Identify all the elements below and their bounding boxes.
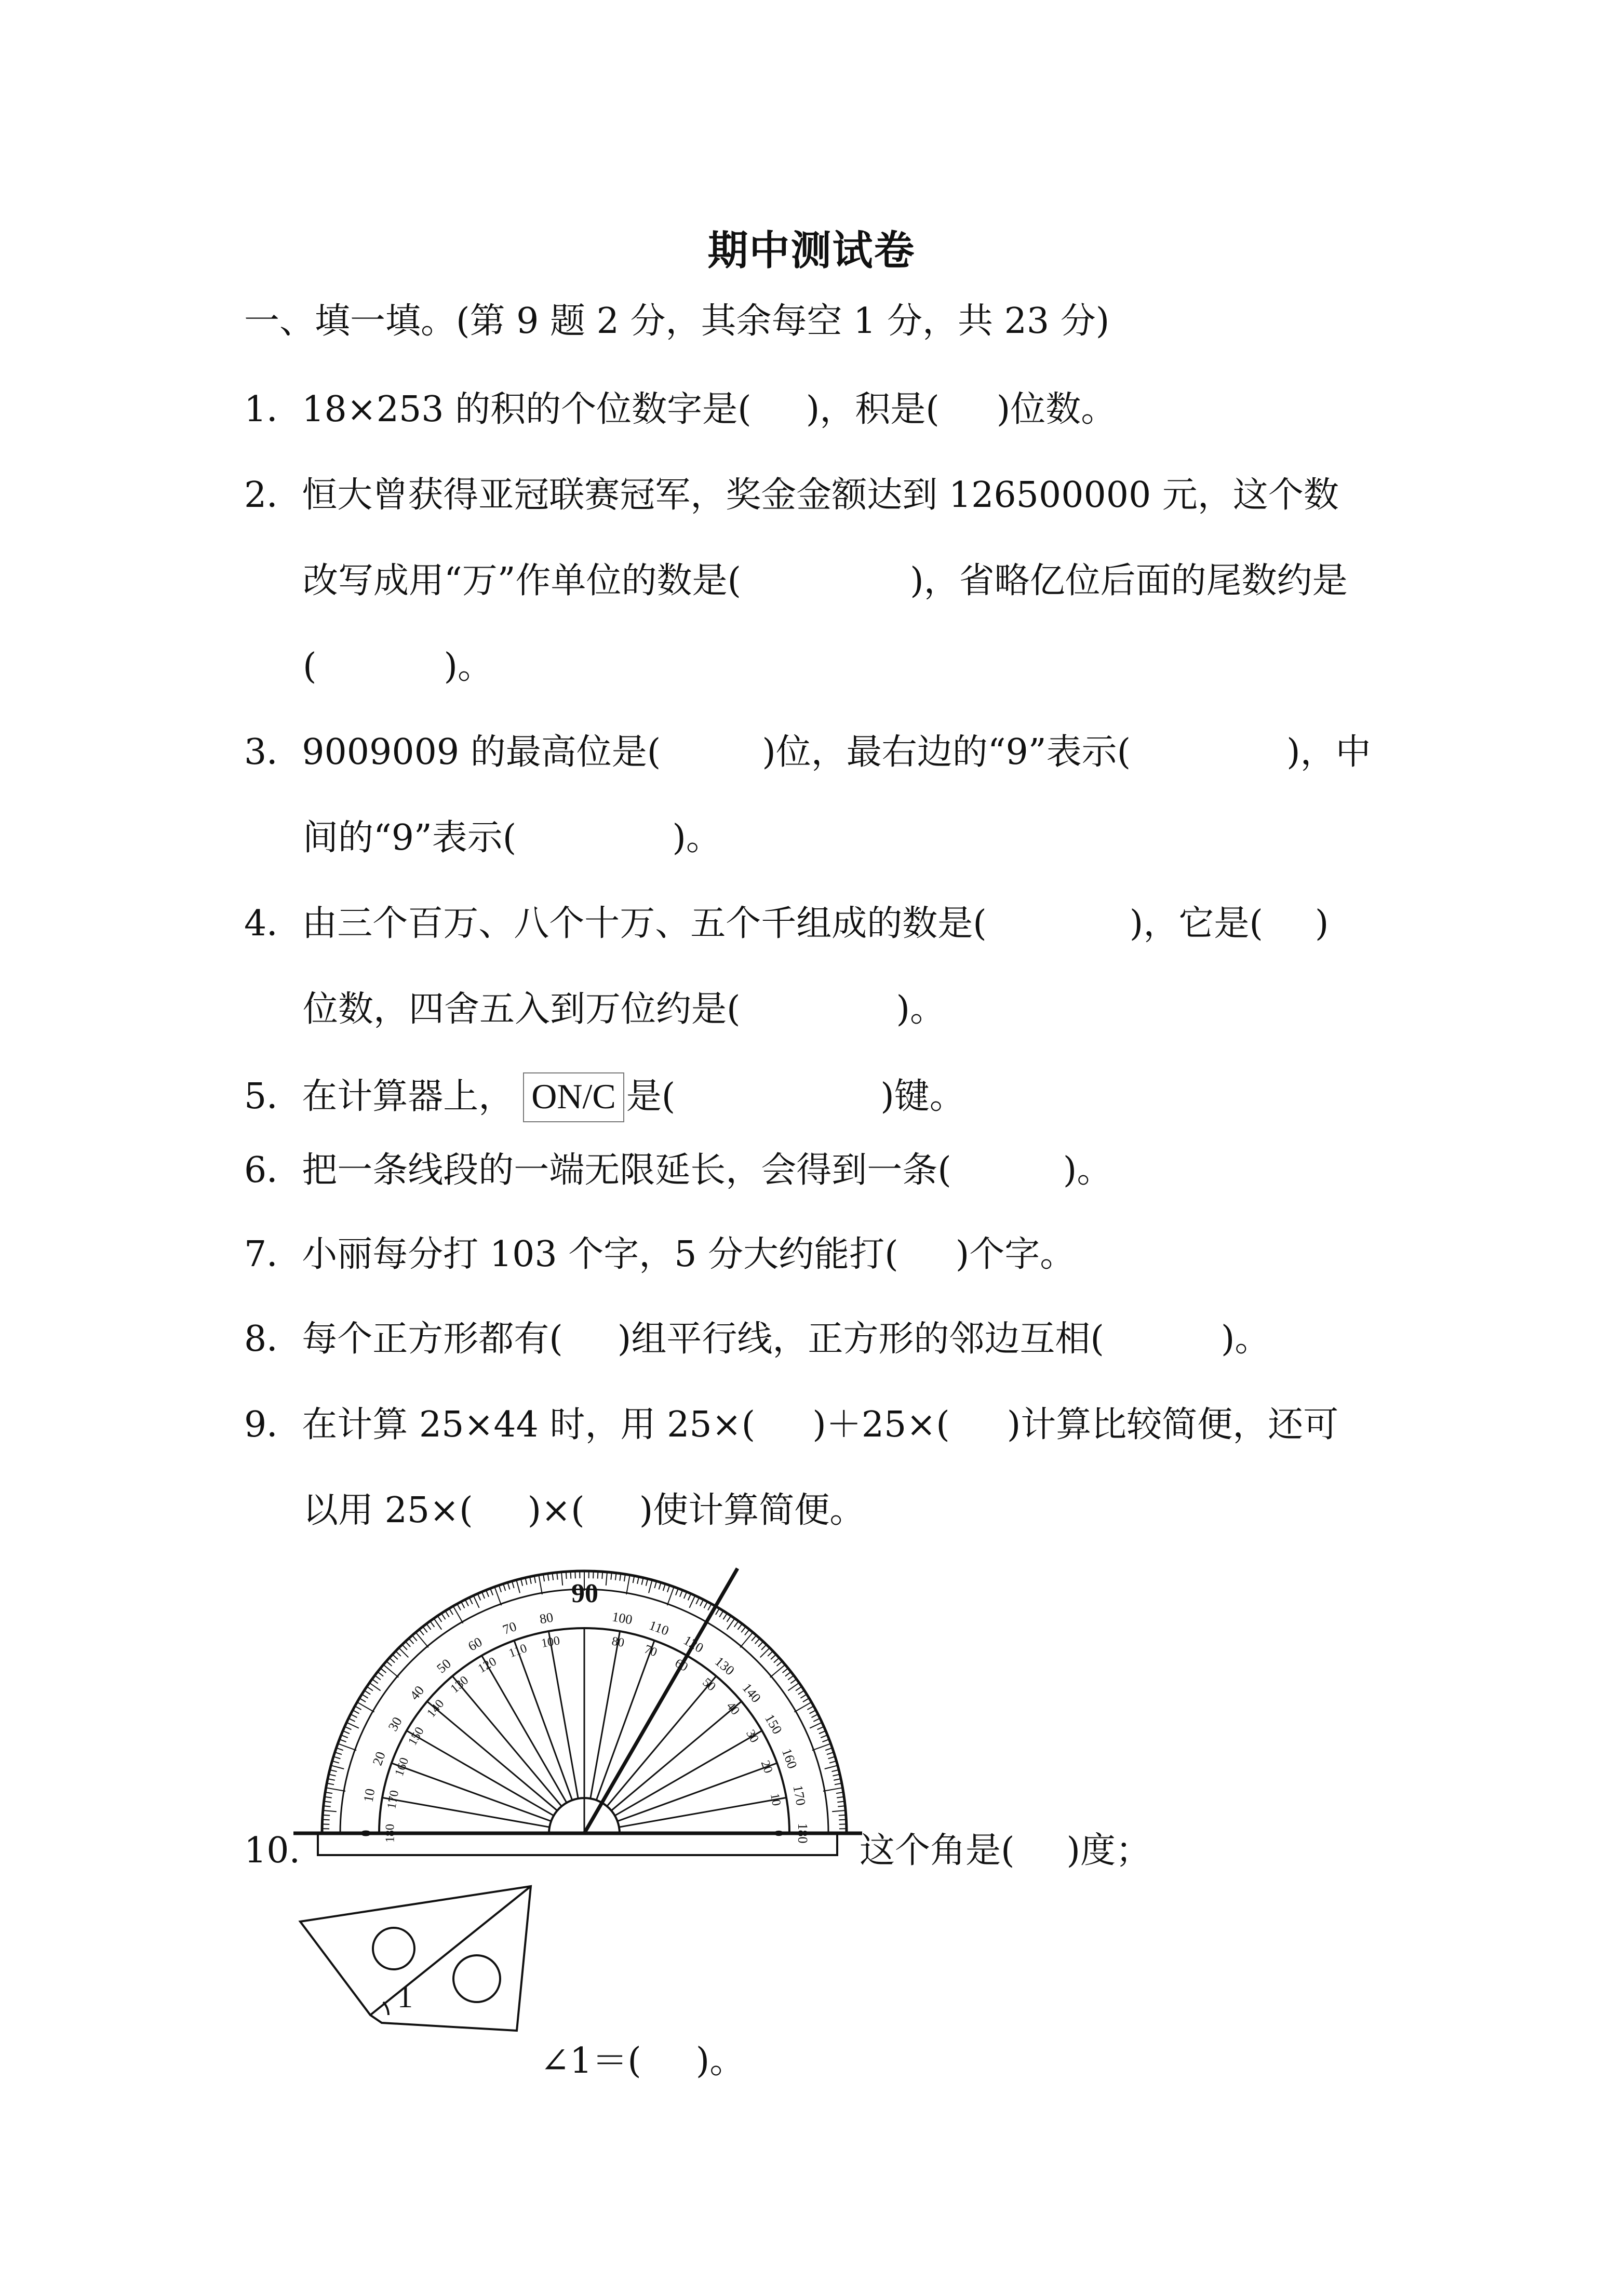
tick-mark — [761, 1645, 767, 1650]
tick-mark — [390, 1658, 395, 1662]
outer-scale-label: 140 — [739, 1680, 764, 1706]
tick-mark — [823, 1788, 842, 1791]
inner-scale-label: 70 — [642, 1642, 659, 1660]
tick-mark — [700, 1600, 703, 1606]
tick-mark — [323, 1810, 337, 1811]
tick-mark — [790, 1679, 796, 1683]
tick-mark — [530, 1577, 531, 1584]
tick-mark — [704, 1602, 708, 1608]
tick-mark — [785, 1672, 791, 1676]
tick-mark — [839, 1815, 846, 1816]
question-9-line-2: 以用 25×( )×( )使计算简便。 — [303, 1490, 865, 1531]
tick-mark — [402, 1645, 407, 1650]
tick-mark — [438, 1616, 442, 1622]
question-9-line-1: 9．在计算 25×44 时，用 25×( )＋25×( )计算比较简便，还可 — [244, 1404, 1339, 1445]
radial-line — [452, 1676, 561, 1806]
question-10-number: 10. — [244, 1830, 301, 1871]
radial-line — [514, 1641, 572, 1800]
tick-mark — [516, 1580, 520, 1593]
tick-mark — [367, 1687, 373, 1691]
inner-scale-label: 140 — [424, 1697, 447, 1721]
tick-mark — [461, 1602, 465, 1608]
question-11-text: ∠1＝( )。 — [540, 2040, 745, 2082]
tick-mark — [341, 1735, 348, 1738]
tick-mark — [386, 1661, 392, 1666]
tick-mark — [396, 1651, 401, 1656]
question-1: 1．18×253 的积的个位数字是( )，积是( )位数。 — [244, 389, 1117, 430]
tick-mark — [680, 1590, 682, 1597]
set-square-hole-2 — [453, 1955, 500, 2002]
radial-line — [427, 1701, 557, 1810]
tick-mark — [470, 1597, 473, 1604]
tick-mark — [355, 1706, 361, 1710]
tick-mark — [810, 1723, 822, 1728]
tick-mark — [783, 1668, 788, 1673]
tick-mark — [364, 1690, 370, 1695]
question-2-line-1: 2．恒大曾获得亚冠联赛冠军，奖金金额达到 126500000 元，这个数 — [244, 475, 1339, 516]
tick-mark — [412, 1635, 417, 1641]
tick-mark — [716, 1608, 719, 1615]
tick-mark — [654, 1581, 656, 1588]
tick-mark — [357, 1702, 374, 1712]
tick-mark — [827, 1752, 834, 1754]
tick-mark — [490, 1589, 493, 1595]
tick-mark — [723, 1613, 727, 1619]
tick-mark — [788, 1675, 794, 1680]
set-square-hole-1 — [373, 1928, 414, 1969]
tick-mark — [441, 1613, 446, 1619]
tick-mark — [734, 1621, 739, 1627]
tick-mark — [688, 1594, 691, 1601]
tick-mark — [770, 1664, 785, 1677]
radial-line — [619, 1797, 786, 1827]
tick-mark — [810, 1710, 816, 1714]
tick-mark — [482, 1592, 485, 1599]
tick-mark — [835, 1783, 842, 1785]
inner-scale-label: 150 — [406, 1725, 427, 1748]
tick-mark — [708, 1604, 712, 1610]
tick-mark — [499, 1586, 502, 1592]
tick-mark — [821, 1735, 827, 1738]
tick-mark — [430, 1621, 434, 1627]
radial-line — [607, 1676, 716, 1806]
outer-scale-label: 10 — [360, 1787, 378, 1804]
tick-mark — [817, 1727, 824, 1730]
tick-mark — [449, 1608, 453, 1615]
outer-scale-label: 110 — [647, 1617, 671, 1639]
tick-mark — [335, 1752, 342, 1754]
tick-mark — [825, 1765, 838, 1769]
tick-mark — [406, 1642, 411, 1647]
inner-scale-label: 110 — [507, 1641, 529, 1661]
tick-mark — [333, 1756, 340, 1758]
tick-mark — [834, 1779, 841, 1780]
radial-line — [548, 1631, 578, 1798]
tick-mark — [771, 1655, 776, 1660]
tick-mark — [828, 1756, 835, 1758]
tick-mark — [737, 1624, 742, 1630]
tick-mark — [534, 1576, 536, 1583]
inner-scale-label: 130 — [448, 1673, 472, 1696]
outer-scale-label: 160 — [779, 1746, 800, 1771]
outer-scale-label: 70 — [500, 1618, 519, 1637]
tick-mark — [486, 1590, 489, 1597]
tick-mark — [415, 1632, 428, 1647]
tick-mark — [813, 1718, 820, 1722]
question-3-line-1: 3．9009009 的最高位是( )位，最右边的“9”表示( )，中 — [244, 732, 1371, 773]
inner-scale-label: 80 — [610, 1634, 625, 1650]
tick-mark — [445, 1611, 449, 1617]
tick-mark — [819, 1731, 826, 1734]
tick-mark — [626, 1575, 630, 1594]
tick-mark — [457, 1604, 461, 1610]
tick-mark — [393, 1655, 398, 1660]
outer-scale-label: 60 — [465, 1634, 485, 1654]
outer-scale-label: 30 — [385, 1714, 405, 1734]
inner-scale-label: 50 — [700, 1675, 718, 1694]
inner-scale-label: 40 — [723, 1699, 742, 1718]
question-10-text: 这个角是( )度； — [860, 1830, 1151, 1871]
outer-scale-label: 150 — [761, 1711, 785, 1737]
tick-mark — [659, 1582, 661, 1589]
tick-mark — [800, 1694, 807, 1698]
tick-mark — [337, 1748, 343, 1751]
outer-scale-label: 0 — [358, 1830, 373, 1837]
angle-1-arc — [383, 2002, 388, 2015]
question-8: 8．每个正方形都有( )组平行线，正方形的邻边互相( )。 — [244, 1319, 1270, 1360]
inner-scale-label: 180 — [383, 1824, 397, 1843]
question-4-line-2: 位数，四舍五入到万位约是( )。 — [303, 989, 946, 1030]
radial-line — [618, 1763, 777, 1821]
inner-scale-label: 0 — [771, 1830, 785, 1836]
tick-mark — [755, 1639, 760, 1644]
tick-mark — [343, 1731, 350, 1734]
inner-scale-label: 100 — [540, 1634, 561, 1651]
tick-mark — [696, 1597, 699, 1604]
inner-scale-label: 160 — [392, 1755, 412, 1778]
tick-mark — [745, 1630, 749, 1635]
tick-mark — [453, 1606, 463, 1623]
tick-mark — [798, 1690, 804, 1695]
tick-mark — [340, 1739, 346, 1742]
outer-scale-label: 130 — [712, 1654, 737, 1679]
tick-mark — [689, 1595, 695, 1608]
tick-mark — [348, 1718, 355, 1722]
outer-scale-label: 20 — [369, 1749, 388, 1768]
outer-scale-label: 180 — [795, 1823, 811, 1844]
tick-mark — [381, 1668, 386, 1673]
tick-mark — [503, 1584, 505, 1591]
radial-line — [392, 1763, 551, 1821]
question-2-line-2: 改写成用“万”作单位的数是( )，省略亿位后面的尾数约是 — [303, 560, 1348, 601]
tick-mark — [351, 1714, 357, 1717]
tick-mark — [829, 1761, 836, 1763]
inner-scale-label: 10 — [767, 1792, 783, 1807]
tick-mark — [768, 1651, 773, 1656]
tick-mark — [663, 1584, 665, 1591]
triangle-ruler-figure — [300, 1886, 531, 2031]
tick-mark — [465, 1600, 468, 1606]
tick-mark — [832, 1810, 846, 1811]
outer-scale-label: 100 — [611, 1609, 634, 1628]
radial-line — [591, 1631, 620, 1798]
question-6: 6．把一条线段的一端无限延长，会得到一条( )。 — [244, 1150, 1112, 1191]
protractor-figure — [293, 1568, 862, 1855]
tick-mark — [359, 1698, 366, 1702]
tick-mark — [684, 1592, 687, 1599]
tick-mark — [331, 1765, 344, 1769]
question-2-line-3: ( )。 — [303, 646, 493, 687]
protractor-90-label: 90 — [571, 1579, 598, 1608]
tick-mark — [752, 1635, 756, 1641]
outer-scale-label: 50 — [434, 1656, 454, 1676]
radial-line — [596, 1641, 654, 1800]
tick-mark — [633, 1576, 635, 1583]
tick-mark — [777, 1661, 783, 1666]
section-heading: 一、填一填。(第 9 题 2 分，其余每空 1 分，共 23 分) — [244, 301, 1110, 342]
tick-mark — [409, 1639, 413, 1644]
tick-mark — [539, 1575, 542, 1594]
tick-mark — [375, 1675, 381, 1680]
tick-mark — [667, 1586, 670, 1592]
inner-scale-label: 20 — [758, 1758, 775, 1775]
tick-mark — [649, 1580, 652, 1593]
tick-mark — [811, 1714, 817, 1717]
inner-scale-label: 30 — [743, 1727, 761, 1746]
tick-mark — [676, 1589, 678, 1595]
tick-mark — [807, 1706, 813, 1710]
tick-mark — [741, 1627, 746, 1632]
inner-scale-label: 60 — [672, 1656, 690, 1674]
tick-mark — [478, 1594, 481, 1601]
tick-mark — [323, 1815, 330, 1816]
tick-mark — [758, 1642, 763, 1647]
tick-mark — [740, 1632, 753, 1647]
tick-mark — [383, 1664, 398, 1677]
tick-mark — [706, 1606, 716, 1623]
inner-scale-label: 170 — [385, 1789, 402, 1810]
question-3-line-2: 间的“9”表示( )。 — [303, 817, 721, 858]
tick-mark — [637, 1577, 639, 1584]
tick-mark — [825, 1748, 832, 1751]
outer-scale-label: 80 — [538, 1609, 555, 1627]
tick-mark — [606, 1572, 607, 1586]
radial-line — [382, 1797, 549, 1827]
outer-scale-label: 120 — [681, 1632, 706, 1656]
tick-mark — [332, 1761, 339, 1763]
tick-mark — [327, 1783, 334, 1785]
tick-mark — [566, 1572, 567, 1579]
inner-scale-label: 120 — [476, 1655, 499, 1676]
tick-mark — [362, 1694, 368, 1698]
page-title: 期中测试卷 — [707, 227, 916, 274]
tick-mark — [727, 1616, 731, 1622]
tick-mark — [423, 1627, 427, 1632]
outer-scale-label: 40 — [407, 1683, 427, 1703]
tick-mark — [822, 1739, 829, 1742]
angle-1-label: 1 — [397, 1980, 413, 2014]
tick-mark — [803, 1698, 809, 1702]
set-square-outline — [300, 1886, 531, 2031]
tick-mark — [419, 1630, 424, 1635]
tick-mark — [507, 1582, 509, 1589]
tick-mark — [426, 1624, 431, 1630]
tick-mark — [378, 1672, 383, 1676]
tick-mark — [512, 1581, 514, 1588]
tick-mark — [474, 1595, 479, 1608]
tick-mark — [326, 1788, 345, 1791]
calculator-key-on-c: ON/C — [523, 1072, 624, 1122]
question-5: 5．在计算器上， ON/C 是( )键。 — [244, 1072, 965, 1122]
tick-mark — [561, 1572, 562, 1586]
tick-mark — [372, 1679, 378, 1683]
tick-mark — [353, 1710, 359, 1714]
tick-mark — [345, 1727, 352, 1730]
tick-mark — [774, 1658, 779, 1662]
outer-scale-label: 170 — [790, 1784, 809, 1807]
set-square-edge — [370, 1886, 531, 2015]
tick-mark — [346, 1723, 359, 1728]
tick-mark — [719, 1611, 723, 1617]
question-4-line-1: 4．由三个百万、八个十万、五个千组成的数是( )，它是( ) — [244, 903, 1329, 944]
tick-mark — [328, 1779, 335, 1780]
question-7: 7．小丽每分打 103 个字，5 分大约能打( )个字。 — [244, 1234, 1076, 1275]
tick-mark — [796, 1687, 802, 1691]
tick-mark — [794, 1702, 811, 1712]
